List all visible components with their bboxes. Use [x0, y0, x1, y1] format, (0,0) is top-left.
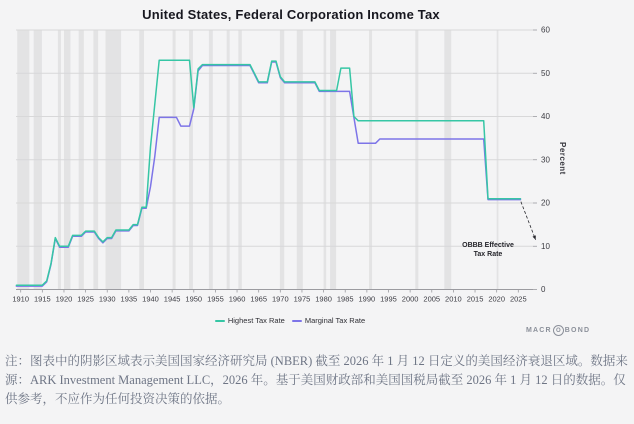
y-tick-label: 50 — [541, 68, 550, 78]
chart-legend — [0, 316, 580, 325]
macrobond-o-icon: O — [553, 325, 564, 336]
y-tick-label: 40 — [541, 112, 550, 122]
x-tick-label: 1990 — [358, 294, 376, 304]
obbb-annotation-line2: Tax Rate — [473, 250, 503, 258]
x-tick-label: 1985 — [336, 294, 354, 304]
x-tick-label: 1970 — [271, 294, 289, 304]
y-tick-label: 0 — [541, 285, 546, 295]
x-tick-label: 1975 — [293, 294, 311, 304]
x-tick-label: 1960 — [228, 294, 246, 304]
x-tick-label: 1925 — [77, 294, 94, 304]
obbb-annotation — [447, 242, 529, 259]
x-tick-label: 1995 — [380, 294, 397, 304]
x-tick-label: 1935 — [120, 294, 138, 304]
x-tick-label: 1980 — [315, 294, 332, 304]
x-tick-label: 2015 — [466, 294, 484, 304]
macrobond-logo-suffix: BOND — [564, 327, 591, 334]
x-tick-label: 1945 — [163, 294, 181, 304]
y-tick-label: 10 — [541, 241, 550, 251]
y-tick-label: 60 — [541, 25, 550, 35]
x-tick-label: 1930 — [98, 294, 116, 304]
footnote-text: 注：图表中的阴影区域表示美国国家经济研究局 (NBER) 截至 2026 年 1 月 12 日定义的美国经济衰退区域。数据来源：ARK Investment Management LLC，2026 年。基于美国财政部和美国国税局截至 2026 年 1 月 12 日的数据。仅供参考，不应作为任何投资决策的依据。 — [5, 354, 628, 406]
x-tick-label: 1940 — [142, 294, 159, 304]
x-tick-label: 1955 — [207, 294, 224, 304]
legend-label-highest: Highest Tax Rate — [227, 316, 285, 325]
x-tick-label: 1965 — [250, 294, 268, 304]
x-tick-label: 2020 — [488, 294, 506, 304]
x-tick-label: 2005 — [423, 294, 441, 304]
chart-title: United States, Federal Corporation Income Tax — [142, 7, 440, 22]
macrobond-logo-prefix: MACR — [526, 327, 552, 334]
highest-rate-swatch-icon — [215, 320, 225, 322]
obbb-annotation-line1: OBBB Effective — [462, 242, 514, 249]
legend-item-marginal — [292, 316, 365, 325]
y-axis-label: Percent — [558, 142, 567, 175]
x-tick-label: 1950 — [185, 294, 203, 304]
x-tick-label: 2010 — [445, 294, 462, 304]
marginal-rate-swatch-icon — [292, 320, 302, 322]
x-tick-label: 1910 — [12, 294, 30, 304]
legend-item-highest — [215, 316, 285, 325]
x-tick-label: 2000 — [401, 294, 419, 304]
annotation-arrowhead-icon — [532, 235, 535, 239]
legend-label-marginal: Marginal Tax Rate — [304, 316, 366, 325]
annotation-arrow-line — [521, 202, 536, 240]
x-tick-label: 2025 — [509, 294, 527, 304]
macrobond-logo — [526, 325, 590, 336]
y-tick-label: 30 — [541, 155, 550, 165]
y-tick-label: 20 — [541, 198, 550, 208]
x-tick-label: 1920 — [55, 294, 73, 304]
x-tick-label: 1915 — [33, 294, 51, 304]
